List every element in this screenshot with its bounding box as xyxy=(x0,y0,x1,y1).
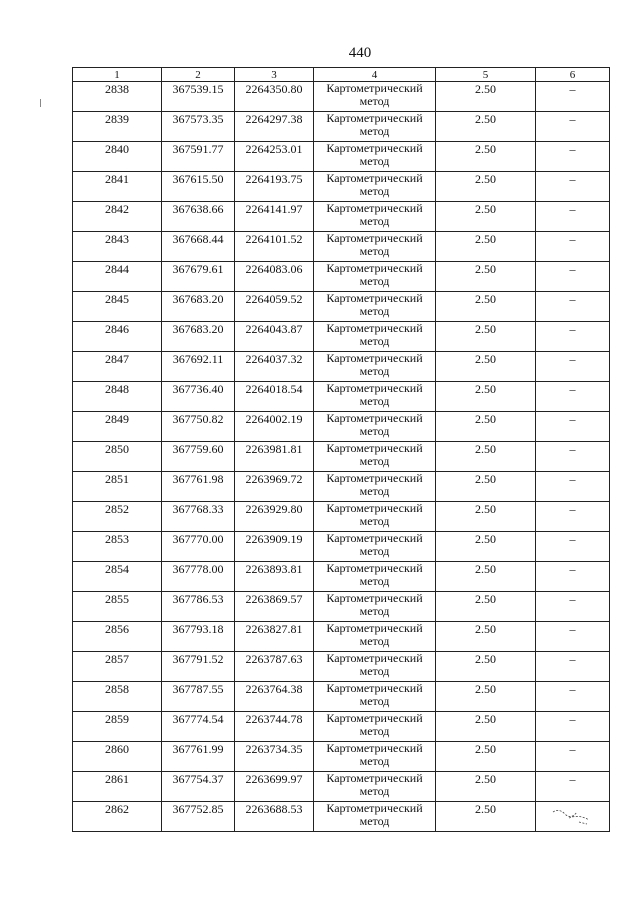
point-number-cell: 2861 xyxy=(73,772,162,802)
note-dash: – xyxy=(569,562,576,576)
table-row xyxy=(73,442,610,472)
note-cell xyxy=(536,172,610,202)
x-coordinate-cell: 367638.66 xyxy=(162,202,235,232)
table-row xyxy=(73,742,610,772)
y-coordinate-cell: 2263699.97 xyxy=(235,772,314,802)
column-header: 2 xyxy=(162,68,235,82)
note-cell xyxy=(536,82,610,112)
y-coordinate-cell: 2264253.01 xyxy=(235,142,314,172)
method-line-1: Картометрический xyxy=(326,411,423,425)
note-cell xyxy=(536,652,610,682)
note-dash: – xyxy=(569,532,576,546)
note-cell xyxy=(536,472,610,502)
table-row xyxy=(73,352,610,382)
note-cell xyxy=(536,772,610,802)
x-coordinate-cell: 367761.99 xyxy=(162,742,235,772)
accuracy-cell: 2.50 xyxy=(436,772,536,802)
note-cell xyxy=(536,112,610,142)
method-cell xyxy=(314,562,436,592)
accuracy-cell: 2.50 xyxy=(436,652,536,682)
note-dash: – xyxy=(569,742,576,756)
method-line-1: Картометрический xyxy=(326,231,423,245)
x-coordinate-cell: 367692.11 xyxy=(162,352,235,382)
accuracy-cell: 2.50 xyxy=(436,712,536,742)
x-coordinate-cell: 367787.55 xyxy=(162,682,235,712)
x-coordinate-cell: 367683.20 xyxy=(162,322,235,352)
method-line-1: Картометрический xyxy=(326,561,423,575)
method-line-2: метод xyxy=(359,334,390,348)
method-line-1: Картометрический xyxy=(326,591,423,605)
note-cell xyxy=(536,262,610,292)
table-row xyxy=(73,592,610,622)
method-cell xyxy=(314,502,436,532)
method-cell xyxy=(314,472,436,502)
note-dash: – xyxy=(569,442,576,456)
accuracy-cell: 2.50 xyxy=(436,442,536,472)
method-cell xyxy=(314,202,436,232)
y-coordinate-cell: 2263764.38 xyxy=(235,682,314,712)
point-number-cell: 2857 xyxy=(73,652,162,682)
note-cell xyxy=(536,742,610,772)
method-cell xyxy=(314,442,436,472)
note-dash: – xyxy=(569,502,576,516)
y-coordinate-cell: 2264193.75 xyxy=(235,172,314,202)
method-line-2: метод xyxy=(359,754,390,768)
accuracy-cell: 2.50 xyxy=(436,262,536,292)
point-number-cell: 2854 xyxy=(73,562,162,592)
table-row xyxy=(73,382,610,412)
point-number-cell: 2847 xyxy=(73,352,162,382)
method-cell xyxy=(314,772,436,802)
method-line-1: Картометрический xyxy=(326,141,423,155)
note-dash: – xyxy=(569,682,576,696)
method-line-1: Картометрический xyxy=(326,351,423,365)
method-line-2: метод xyxy=(359,694,390,708)
y-coordinate-cell: 2263893.81 xyxy=(235,562,314,592)
note-cell xyxy=(536,142,610,172)
method-line-2: метод xyxy=(359,544,390,558)
method-line-1: Картометрический xyxy=(326,111,423,125)
y-coordinate-cell: 2264083.06 xyxy=(235,262,314,292)
table-row xyxy=(73,562,610,592)
note-cell xyxy=(536,382,610,412)
point-number-cell: 2846 xyxy=(73,322,162,352)
note-dash: – xyxy=(569,112,576,126)
method-line-2: метод xyxy=(359,724,390,738)
method-line-2: метод xyxy=(359,574,390,588)
point-number-cell: 2856 xyxy=(73,622,162,652)
table-row xyxy=(73,232,610,262)
method-line-1: Картометрический xyxy=(326,381,423,395)
accuracy-cell: 2.50 xyxy=(436,622,536,652)
x-coordinate-cell: 367774.54 xyxy=(162,712,235,742)
method-cell xyxy=(314,382,436,412)
coordinates-table xyxy=(72,67,610,832)
method-line-2: метод xyxy=(359,364,390,378)
table-row xyxy=(73,652,610,682)
y-coordinate-cell: 2263787.63 xyxy=(235,652,314,682)
y-coordinate-cell: 2263969.72 xyxy=(235,472,314,502)
accuracy-cell: 2.50 xyxy=(436,802,536,832)
note-cell xyxy=(536,292,610,322)
method-line-2: метод xyxy=(359,784,390,798)
note-dash: – xyxy=(569,262,576,276)
y-coordinate-cell: 2263688.53 xyxy=(235,802,314,832)
note-dash: – xyxy=(569,142,576,156)
note-dash: – xyxy=(569,352,576,366)
x-coordinate-cell: 367591.77 xyxy=(162,142,235,172)
table-row xyxy=(73,112,610,142)
margin-mark xyxy=(40,99,41,107)
x-coordinate-cell: 367573.35 xyxy=(162,112,235,142)
method-cell xyxy=(314,262,436,292)
page-number: 440 xyxy=(348,45,372,61)
accuracy-cell: 2.50 xyxy=(436,412,536,442)
point-number-cell: 2841 xyxy=(73,172,162,202)
y-coordinate-cell: 2264059.52 xyxy=(235,292,314,322)
note-cell xyxy=(536,412,610,442)
column-header: 4 xyxy=(314,68,436,82)
note-cell xyxy=(536,442,610,472)
x-coordinate-cell: 367759.60 xyxy=(162,442,235,472)
method-line-2: метод xyxy=(359,454,390,468)
method-line-2: метод xyxy=(359,214,390,228)
note-dash: – xyxy=(569,622,576,636)
point-number-cell: 2850 xyxy=(73,442,162,472)
note-cell xyxy=(536,682,610,712)
table-row xyxy=(73,682,610,712)
note-cell xyxy=(536,622,610,652)
method-line-1: Картометрический xyxy=(326,621,423,635)
method-line-1: Картометрический xyxy=(326,531,423,545)
x-coordinate-cell: 367736.40 xyxy=(162,382,235,412)
note-dash: – xyxy=(569,172,576,186)
accuracy-cell: 2.50 xyxy=(436,82,536,112)
point-number-cell: 2838 xyxy=(73,82,162,112)
method-cell xyxy=(314,322,436,352)
method-cell xyxy=(314,532,436,562)
point-number-cell: 2848 xyxy=(73,382,162,412)
point-number-cell: 2859 xyxy=(73,712,162,742)
method-line-2: метод xyxy=(359,124,390,138)
y-coordinate-cell: 2264350.80 xyxy=(235,82,314,112)
x-coordinate-cell: 367615.50 xyxy=(162,172,235,202)
table-row xyxy=(73,202,610,232)
method-line-1: Картометрический xyxy=(326,501,423,515)
table-row xyxy=(73,172,610,202)
point-number-cell: 2855 xyxy=(73,592,162,622)
method-line-2: метод xyxy=(359,244,390,258)
accuracy-cell: 2.50 xyxy=(436,382,536,412)
method-cell xyxy=(314,82,436,112)
method-line-1: Картометрический xyxy=(326,681,423,695)
method-line-2: метод xyxy=(359,664,390,678)
method-cell xyxy=(314,232,436,262)
point-number-cell: 2858 xyxy=(73,682,162,712)
method-line-2: метод xyxy=(359,154,390,168)
table-row xyxy=(73,262,610,292)
note-dash: – xyxy=(569,322,576,336)
table-row xyxy=(73,412,610,442)
accuracy-cell: 2.50 xyxy=(436,742,536,772)
method-cell xyxy=(314,802,436,832)
method-line-1: Картометрический xyxy=(326,321,423,335)
point-number-cell: 2843 xyxy=(73,232,162,262)
y-coordinate-cell: 2263744.78 xyxy=(235,712,314,742)
point-number-cell: 2844 xyxy=(73,262,162,292)
table-row xyxy=(73,82,610,112)
x-coordinate-cell: 367539.15 xyxy=(162,82,235,112)
accuracy-cell: 2.50 xyxy=(436,502,536,532)
method-line-2: метод xyxy=(359,274,390,288)
table-row xyxy=(73,502,610,532)
method-line-2: метод xyxy=(359,424,390,438)
note-dash: – xyxy=(569,82,576,96)
method-line-2: метод xyxy=(359,604,390,618)
column-header: 6 xyxy=(536,68,610,82)
method-line-1: Картометрический xyxy=(326,771,423,785)
accuracy-cell: 2.50 xyxy=(436,202,536,232)
y-coordinate-cell: 2263734.35 xyxy=(235,742,314,772)
y-coordinate-cell: 2263827.81 xyxy=(235,622,314,652)
method-line-2: метод xyxy=(359,514,390,528)
note-dash: – xyxy=(569,292,576,306)
y-coordinate-cell: 2263869.57 xyxy=(235,592,314,622)
table-row xyxy=(73,532,610,562)
y-coordinate-cell: 2264297.38 xyxy=(235,112,314,142)
note-cell xyxy=(536,352,610,382)
table-row xyxy=(73,772,610,802)
accuracy-cell: 2.50 xyxy=(436,232,536,262)
note-dash: – xyxy=(569,592,576,606)
method-line-1: Картометрический xyxy=(326,261,423,275)
method-cell xyxy=(314,172,436,202)
accuracy-cell: 2.50 xyxy=(436,322,536,352)
method-line-2: метод xyxy=(359,484,390,498)
x-coordinate-cell: 367791.52 xyxy=(162,652,235,682)
x-coordinate-cell: 367754.37 xyxy=(162,772,235,802)
table-row xyxy=(73,712,610,742)
note-cell xyxy=(536,712,610,742)
table-row xyxy=(73,142,610,172)
y-coordinate-cell: 2264002.19 xyxy=(235,412,314,442)
accuracy-cell: 2.50 xyxy=(436,682,536,712)
method-cell xyxy=(314,112,436,142)
method-line-1: Картометрический xyxy=(326,741,423,755)
y-coordinate-cell: 2264037.32 xyxy=(235,352,314,382)
method-line-1: Картометрический xyxy=(326,471,423,485)
method-cell xyxy=(314,652,436,682)
point-number-cell: 2862 xyxy=(73,802,162,832)
x-coordinate-cell: 367752.85 xyxy=(162,802,235,832)
accuracy-cell: 2.50 xyxy=(436,292,536,322)
note-cell xyxy=(536,592,610,622)
accuracy-cell: 2.50 xyxy=(436,592,536,622)
point-number-cell: 2839 xyxy=(73,112,162,142)
table-header-row xyxy=(73,68,610,82)
point-number-cell: 2842 xyxy=(73,202,162,232)
column-header: 3 xyxy=(235,68,314,82)
point-number-cell: 2860 xyxy=(73,742,162,772)
y-coordinate-cell: 2264018.54 xyxy=(235,382,314,412)
y-coordinate-cell: 2263929.80 xyxy=(235,502,314,532)
point-number-cell: 2849 xyxy=(73,412,162,442)
note-dash: – xyxy=(569,382,576,396)
note-dash: – xyxy=(569,652,576,666)
note-dash: – xyxy=(569,202,576,216)
point-number-cell: 2851 xyxy=(73,472,162,502)
table-row xyxy=(73,622,610,652)
note-dash: – xyxy=(569,772,576,786)
note-cell xyxy=(536,532,610,562)
x-coordinate-cell: 367750.82 xyxy=(162,412,235,442)
accuracy-cell: 2.50 xyxy=(436,532,536,562)
y-coordinate-cell: 2264141.97 xyxy=(235,202,314,232)
method-line-1: Картометрический xyxy=(326,171,423,185)
x-coordinate-cell: 367786.53 xyxy=(162,592,235,622)
method-line-1: Картометрический xyxy=(326,201,423,215)
accuracy-cell: 2.50 xyxy=(436,562,536,592)
x-coordinate-cell: 367683.20 xyxy=(162,292,235,322)
y-coordinate-cell: 2263981.81 xyxy=(235,442,314,472)
signature-scribble-icon xyxy=(549,802,597,826)
method-cell xyxy=(314,712,436,742)
point-number-cell: 2853 xyxy=(73,532,162,562)
method-line-1: Картометрический xyxy=(326,291,423,305)
accuracy-cell: 2.50 xyxy=(436,352,536,382)
note-dash: – xyxy=(569,472,576,486)
table-row xyxy=(73,322,610,352)
method-cell xyxy=(314,142,436,172)
method-line-1: Картометрический xyxy=(326,801,423,815)
table-row xyxy=(73,802,610,832)
method-line-2: метод xyxy=(359,304,390,318)
method-cell xyxy=(314,292,436,322)
table-row xyxy=(73,292,610,322)
x-coordinate-cell: 367679.61 xyxy=(162,262,235,292)
note-cell xyxy=(536,322,610,352)
note-cell xyxy=(536,202,610,232)
method-cell xyxy=(314,622,436,652)
x-coordinate-cell: 367761.98 xyxy=(162,472,235,502)
method-line-1: Картометрический xyxy=(326,81,423,95)
x-coordinate-cell: 367793.18 xyxy=(162,622,235,652)
note-cell xyxy=(536,502,610,532)
x-coordinate-cell: 367778.00 xyxy=(162,562,235,592)
column-header: 1 xyxy=(73,68,162,82)
method-line-1: Картометрический xyxy=(326,441,423,455)
accuracy-cell: 2.50 xyxy=(436,172,536,202)
note-cell xyxy=(536,562,610,592)
point-number-cell: 2840 xyxy=(73,142,162,172)
y-coordinate-cell: 2264101.52 xyxy=(235,232,314,262)
method-line-1: Картометрический xyxy=(326,651,423,665)
note-dash: – xyxy=(569,232,576,246)
table-row xyxy=(73,472,610,502)
y-coordinate-cell: 2264043.87 xyxy=(235,322,314,352)
method-cell xyxy=(314,412,436,442)
method-line-2: метод xyxy=(359,184,390,198)
note-dash: – xyxy=(569,712,576,726)
method-line-2: метод xyxy=(359,94,390,108)
method-line-1: Картометрический xyxy=(326,711,423,725)
point-number-cell: 2852 xyxy=(73,502,162,532)
method-line-2: метод xyxy=(359,394,390,408)
method-cell xyxy=(314,742,436,772)
point-number-cell: 2845 xyxy=(73,292,162,322)
x-coordinate-cell: 367668.44 xyxy=(162,232,235,262)
y-coordinate-cell: 2263909.19 xyxy=(235,532,314,562)
accuracy-cell: 2.50 xyxy=(436,472,536,502)
accuracy-cell: 2.50 xyxy=(436,142,536,172)
column-header: 5 xyxy=(436,68,536,82)
method-cell xyxy=(314,352,436,382)
method-cell xyxy=(314,682,436,712)
note-cell xyxy=(536,232,610,262)
note-cell xyxy=(536,802,610,832)
method-line-2: метод xyxy=(359,634,390,648)
accuracy-cell: 2.50 xyxy=(436,112,536,142)
method-cell xyxy=(314,592,436,622)
x-coordinate-cell: 367770.00 xyxy=(162,532,235,562)
note-dash: – xyxy=(569,412,576,426)
method-line-2: метод xyxy=(359,814,390,828)
x-coordinate-cell: 367768.33 xyxy=(162,502,235,532)
